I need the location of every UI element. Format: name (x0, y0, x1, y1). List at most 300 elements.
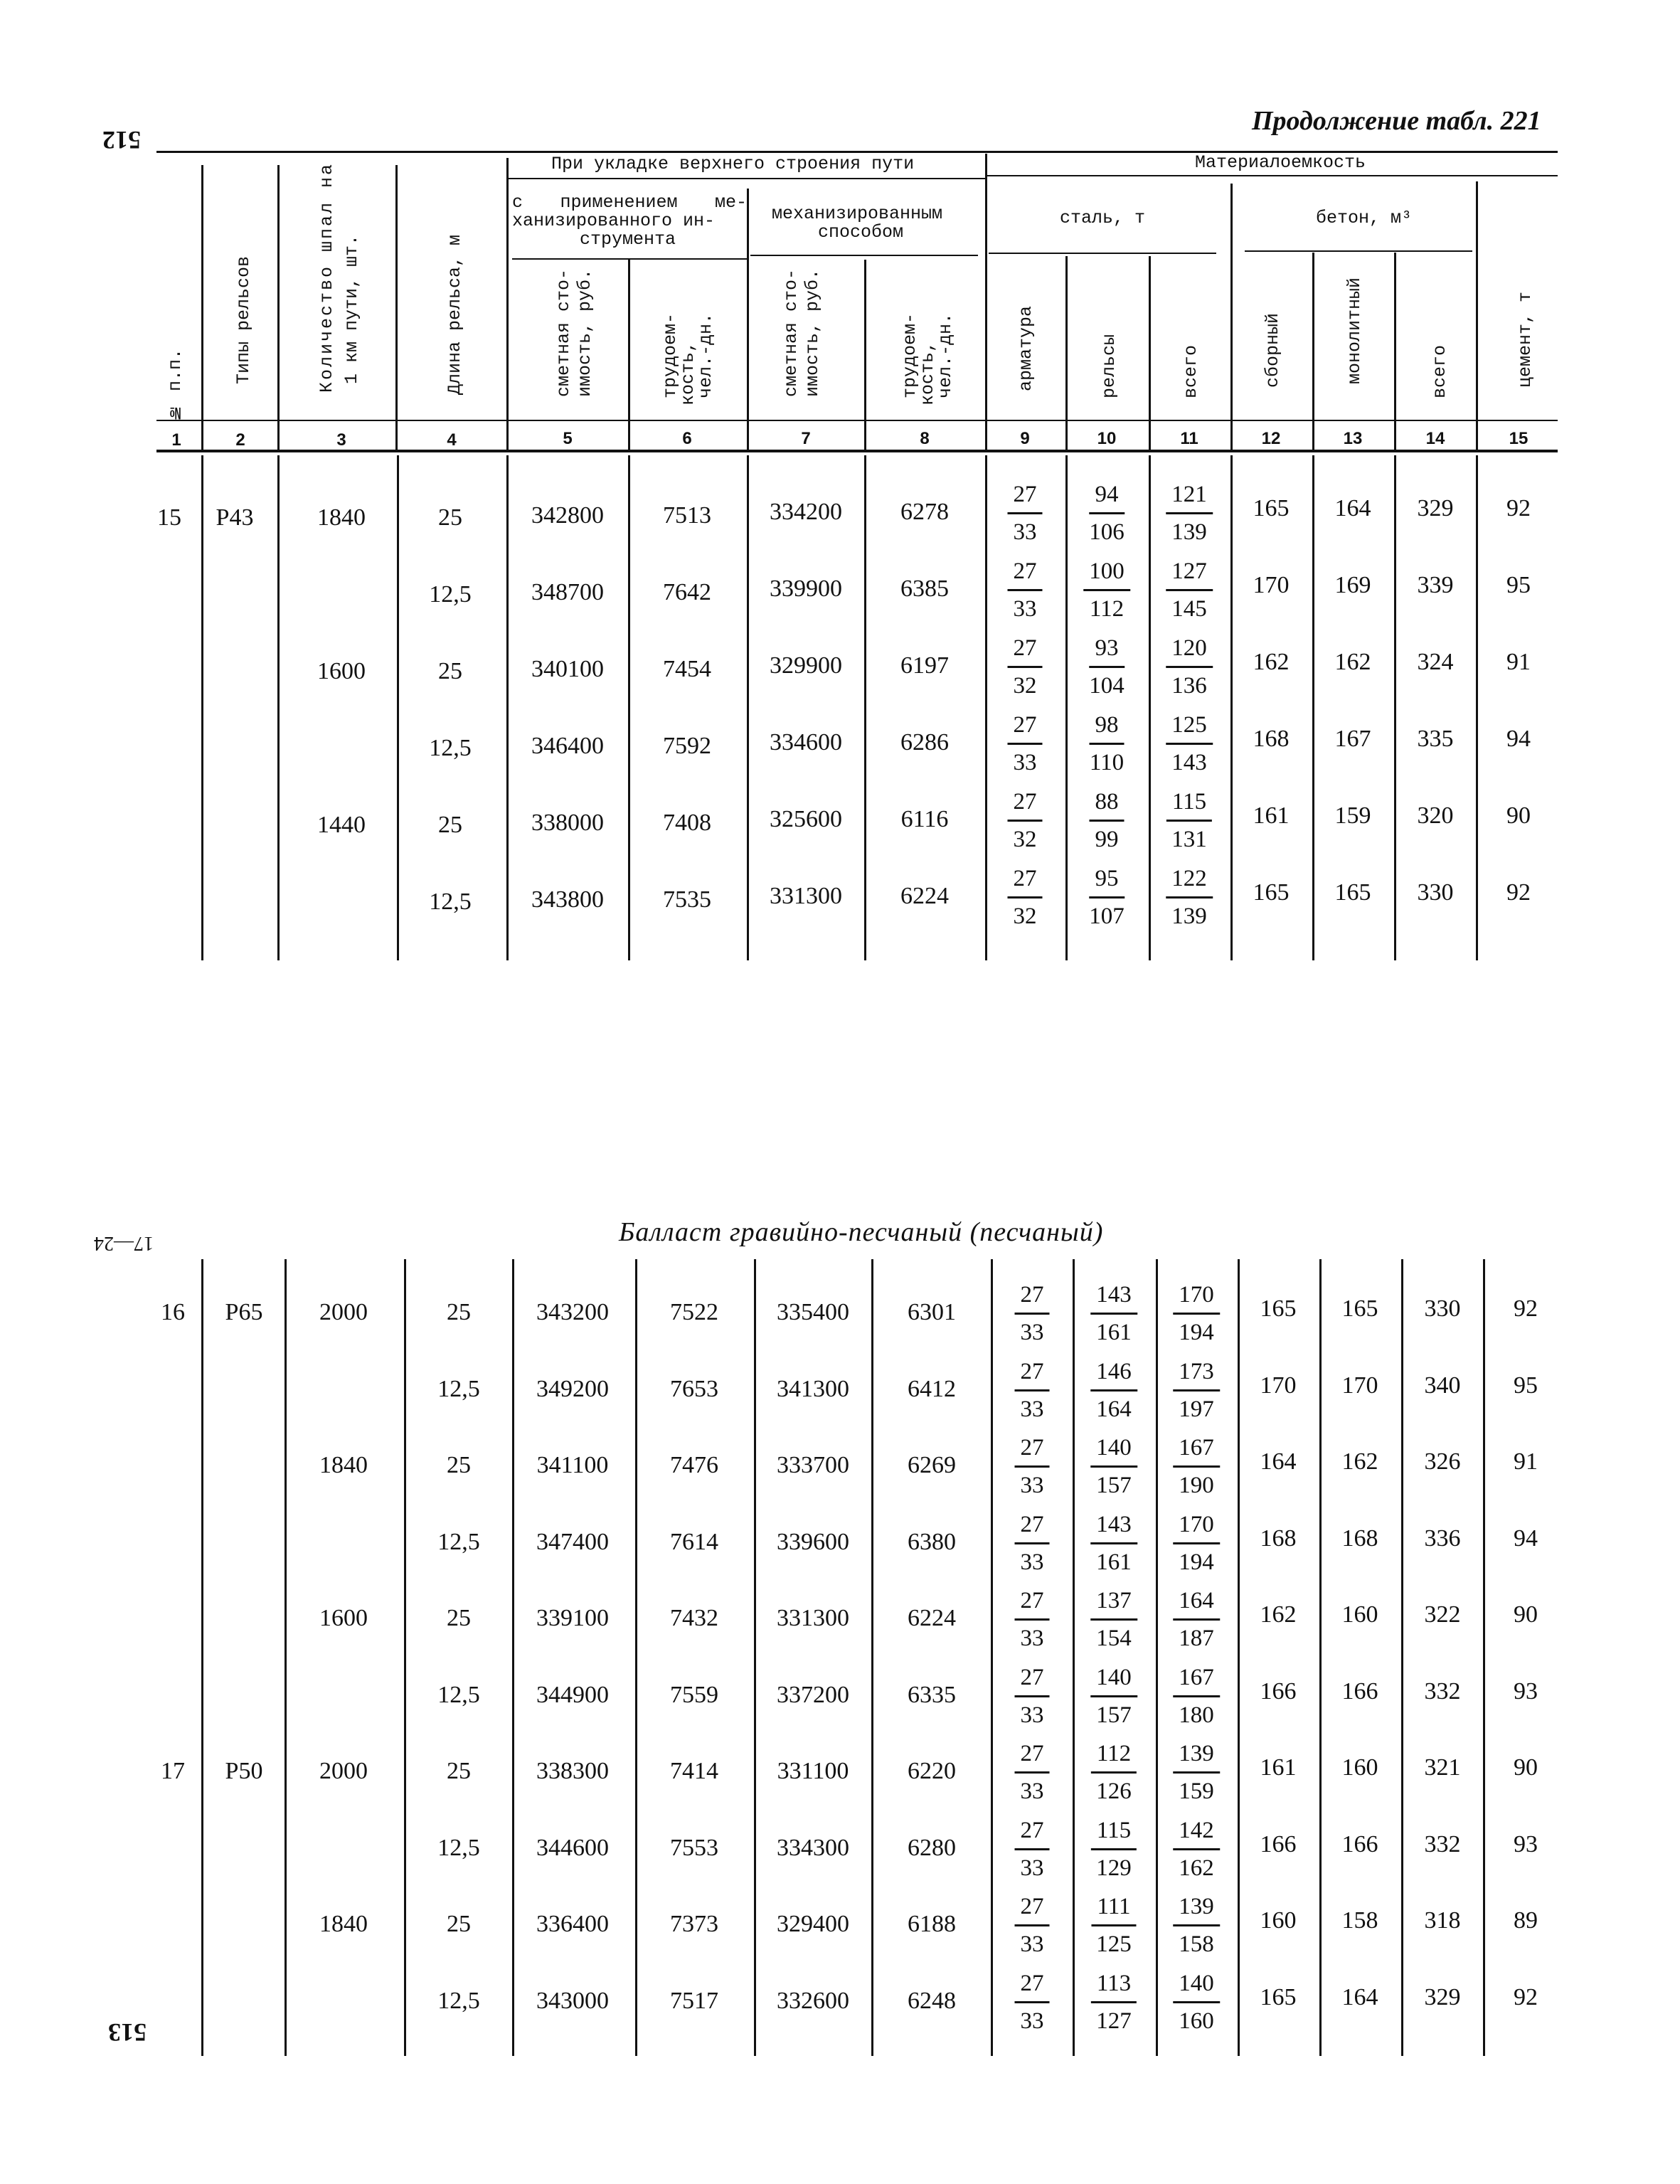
fraction-numerator: 27 (1015, 1966, 1050, 2003)
cell-len: 25 (438, 504, 462, 531)
cell-c15: 92 (1514, 1983, 1538, 2010)
cell-c7: 329900 (770, 652, 842, 679)
cell-sleepers: 2000 (319, 1758, 368, 1784)
cell-c7: 334600 (770, 729, 842, 756)
fraction-numerator: 95 (1089, 861, 1125, 898)
fraction-numerator: 27 (1008, 477, 1043, 514)
cell-c8: 6335 (908, 1681, 956, 1708)
col-number: 14 (1425, 429, 1445, 448)
fraction-numerator: 170 (1173, 1507, 1220, 1544)
cell-c5: 347400 (536, 1528, 609, 1555)
cell-c15: 90 (1506, 802, 1531, 829)
fraction-a (1015, 1583, 1050, 1656)
fraction-denominator: 104 (1089, 673, 1125, 699)
cell-sleepers: 1600 (319, 1605, 368, 1631)
fraction-a (1015, 1430, 1050, 1503)
cell-c15: 90 (1514, 1601, 1538, 1628)
cell-c12: 165 (1260, 1983, 1297, 2010)
fraction-r (1090, 784, 1125, 857)
col-number: 5 (563, 429, 573, 448)
cell-c8: 6197 (900, 652, 949, 679)
col-number: 11 (1180, 429, 1198, 448)
cell-len: 25 (447, 1299, 471, 1325)
cell-c12: 162 (1260, 1601, 1297, 1628)
cell-c6: 7642 (663, 579, 711, 605)
fraction-numerator: 122 (1166, 861, 1213, 898)
fraction-a (1008, 553, 1043, 627)
fraction-denominator: 157 (1096, 1702, 1132, 1728)
header-labor-6a: трудоем- (660, 313, 681, 399)
cell-c6: 7373 (670, 1911, 718, 1937)
cell-c6: 7592 (663, 733, 711, 759)
fraction-numerator: 170 (1173, 1277, 1220, 1315)
cell-c12: 162 (1253, 649, 1290, 675)
cell-c6: 7535 (663, 886, 711, 913)
fraction-denominator: 164 (1096, 1396, 1132, 1422)
fraction-denominator: 110 (1089, 750, 1125, 775)
cell-c14: 329 (1424, 1983, 1461, 2010)
header-steel: сталь, т (1060, 208, 1146, 228)
fraction-denominator: 33 (1020, 1702, 1044, 1728)
cell-c13: 164 (1341, 1983, 1378, 2010)
header-sub-manual-1: с применением ме- (512, 192, 747, 213)
fraction-t (1173, 1583, 1220, 1656)
fraction-numerator: 115 (1091, 1813, 1137, 1850)
cell-c14: 321 (1424, 1754, 1461, 1781)
fraction-numerator: 140 (1173, 1966, 1220, 2003)
fraction-a (1008, 861, 1043, 934)
fraction-denominator: 127 (1096, 2008, 1132, 2034)
cell-c7: 341300 (777, 1375, 849, 1402)
cell-len: 12,5 (437, 1528, 480, 1555)
fraction-numerator: 115 (1166, 784, 1212, 822)
fraction-denominator: 32 (1013, 827, 1037, 852)
cell-c15: 95 (1514, 1372, 1538, 1399)
fraction-numerator: 167 (1173, 1430, 1220, 1468)
fraction-denominator: 143 (1171, 750, 1207, 775)
fraction-denominator: 33 (1020, 1473, 1044, 1498)
cell-c15: 92 (1506, 495, 1531, 521)
fraction-t (1166, 477, 1213, 550)
cell-c7: 331300 (777, 1605, 849, 1631)
fraction-denominator: 129 (1096, 1855, 1132, 1881)
fraction-denominator: 159 (1179, 1779, 1214, 1804)
header-cost-5a: сметная сто- (553, 269, 574, 398)
fraction-denominator: 187 (1179, 1626, 1214, 1651)
fraction-denominator: 194 (1179, 1549, 1214, 1575)
cell-len: 25 (447, 1758, 471, 1784)
fraction-t (1173, 1736, 1220, 1809)
fraction-a (1015, 1889, 1050, 1962)
fraction-denominator: 33 (1020, 1779, 1044, 1804)
fraction-denominator: 154 (1096, 1626, 1132, 1651)
fraction-numerator: 140 (1090, 1660, 1137, 1697)
section-title: Балласт гравийно-песчаный (песчаный) (619, 1217, 1104, 1247)
col-number: 15 (1509, 429, 1529, 448)
fraction-numerator: 27 (1008, 861, 1043, 898)
cell-c14: 326 (1424, 1448, 1461, 1475)
cell-c7: 331100 (777, 1758, 849, 1784)
cell-c7: 337200 (777, 1681, 849, 1708)
cell-c12: 161 (1260, 1754, 1297, 1781)
header-labor-6b: кость, (678, 341, 698, 406)
cell-c8: 6269 (908, 1452, 956, 1478)
fraction-numerator: 93 (1089, 630, 1125, 668)
cell-c12: 168 (1253, 726, 1290, 752)
fraction-denominator: 136 (1171, 673, 1207, 699)
cell-c12: 165 (1253, 495, 1290, 521)
fraction-denominator: 32 (1013, 903, 1037, 929)
cell-c6: 7408 (663, 810, 711, 836)
col-number: 12 (1261, 429, 1281, 448)
fraction-numerator: 27 (1008, 707, 1043, 745)
col-number: 3 (336, 430, 346, 450)
col-number: 10 (1097, 429, 1117, 448)
header-concrete-total: всего (1430, 345, 1450, 399)
fraction-denominator: 33 (1020, 1626, 1044, 1651)
cell-type: Р50 (225, 1758, 263, 1784)
fraction-a (1015, 1813, 1050, 1886)
fraction-denominator: 160 (1179, 2008, 1214, 2034)
cell-c15: 93 (1514, 1830, 1538, 1857)
fraction-numerator: 27 (1008, 553, 1043, 591)
fraction-numerator: 27 (1015, 1813, 1050, 1850)
cell-c7: 339600 (777, 1528, 849, 1555)
fraction-denominator: 190 (1179, 1473, 1214, 1498)
cell-c5: 344600 (536, 1834, 609, 1861)
cell-len: 12,5 (437, 1375, 480, 1402)
cell-c13: 162 (1334, 649, 1371, 675)
cell-c7: 334300 (777, 1834, 849, 1861)
cell-c13: 167 (1334, 726, 1371, 752)
fraction-t (1173, 1507, 1220, 1580)
cell-c8: 6188 (908, 1911, 956, 1937)
fraction-t (1166, 784, 1212, 857)
cell-c14: 330 (1417, 879, 1454, 906)
cell-len: 25 (447, 1605, 471, 1631)
fraction-denominator: 106 (1089, 519, 1125, 545)
col-number: 2 (235, 430, 245, 450)
cell-c12: 166 (1260, 1830, 1297, 1857)
cell-c5: 338300 (536, 1758, 609, 1784)
fraction-denominator: 33 (1020, 1549, 1044, 1575)
cell-c15: 93 (1514, 1677, 1538, 1705)
cell-c5: 341100 (536, 1452, 609, 1478)
cell-no: 16 (161, 1299, 185, 1325)
fraction-denominator: 139 (1171, 519, 1207, 545)
cell-c8: 6220 (908, 1758, 956, 1784)
cell-no: 15 (157, 504, 181, 531)
cell-c12: 170 (1253, 572, 1290, 598)
cell-c7: 335400 (777, 1299, 849, 1325)
header-cost-7b: имость, руб. (802, 269, 823, 398)
fraction-numerator: 120 (1166, 630, 1213, 668)
fraction-denominator: 158 (1179, 1931, 1214, 1957)
header-cement: цемент, т (1515, 292, 1536, 388)
cell-c5: 339100 (536, 1605, 609, 1631)
fraction-a (1015, 1966, 1050, 2039)
fraction-numerator: 27 (1015, 1507, 1050, 1544)
cell-c13: 166 (1341, 1677, 1378, 1705)
fraction-denominator: 131 (1171, 827, 1207, 852)
fraction-a (1008, 477, 1043, 550)
fraction-denominator: 125 (1096, 1931, 1132, 1957)
cell-len: 25 (447, 1452, 471, 1478)
cell-c8: 6380 (908, 1528, 956, 1555)
fraction-t (1173, 1660, 1220, 1733)
header-labor-8a: трудоем- (900, 313, 920, 399)
fraction-denominator: 161 (1096, 1320, 1132, 1345)
cell-c6: 7476 (670, 1452, 718, 1478)
fraction-numerator: 27 (1015, 1430, 1050, 1468)
fraction-denominator: 161 (1096, 1549, 1132, 1575)
fraction-denominator: 33 (1020, 1320, 1044, 1345)
header-group-laying: При укладке верхнего строения пути (551, 154, 915, 174)
col-number: 7 (801, 429, 811, 448)
header-sleepers-1: Количество шпал на (317, 162, 337, 393)
fraction-t (1173, 1966, 1220, 2039)
fraction-numerator: 127 (1166, 553, 1213, 591)
header-labor-8c: чел.-дн. (935, 313, 956, 399)
fraction-numerator: 142 (1173, 1813, 1220, 1850)
cell-c15: 94 (1514, 1525, 1538, 1552)
fraction-a (1015, 1660, 1050, 1733)
cell-c6: 7517 (670, 1987, 718, 2014)
header-labor-8b: кость, (918, 341, 938, 406)
cell-c8: 6248 (908, 1987, 956, 2014)
cell-c12: 166 (1260, 1677, 1297, 1705)
fraction-numerator: 111 (1091, 1889, 1136, 1926)
fraction-numerator: 140 (1090, 1430, 1137, 1468)
fraction-a (1015, 1354, 1050, 1427)
cell-c14: 320 (1417, 802, 1454, 829)
cell-c12: 161 (1253, 802, 1290, 829)
cell-c6: 7454 (663, 656, 711, 682)
fraction-numerator: 139 (1173, 1736, 1220, 1774)
cell-c13: 160 (1341, 1754, 1378, 1781)
fraction-denominator: 32 (1013, 673, 1037, 699)
fraction-numerator: 125 (1166, 707, 1213, 745)
cell-c14: 339 (1417, 572, 1454, 598)
fraction-numerator: 164 (1173, 1583, 1220, 1621)
cell-c15: 89 (1514, 1907, 1538, 1934)
col-number: 8 (920, 429, 930, 448)
cell-c8: 6224 (908, 1605, 956, 1631)
col-number: 1 (171, 430, 181, 450)
cell-c14: 329 (1417, 495, 1454, 521)
fraction-numerator: 98 (1090, 707, 1125, 745)
fraction-denominator: 33 (1020, 1396, 1044, 1422)
cell-len: 12,5 (437, 1834, 480, 1861)
cell-c7: 339900 (770, 576, 842, 602)
cell-c13: 159 (1334, 802, 1371, 829)
header-steel-total: всего (1181, 345, 1201, 399)
fraction-denominator: 107 (1089, 903, 1125, 929)
cell-c5: 343000 (536, 1987, 609, 2014)
cell-c5: 348700 (531, 579, 604, 605)
fraction-a (1008, 707, 1043, 780)
cell-c7: 334200 (770, 499, 842, 525)
fraction-numerator: 27 (1008, 630, 1043, 668)
fraction-r (1091, 1889, 1136, 1962)
fraction-t (1173, 1354, 1220, 1427)
cell-c6: 7513 (663, 502, 711, 529)
cell-c6: 7653 (670, 1375, 718, 1402)
fraction-t (1166, 553, 1213, 627)
col-number: 9 (1020, 429, 1030, 448)
fraction-denominator: 112 (1089, 596, 1125, 622)
fraction-denominator: 162 (1179, 1855, 1214, 1881)
cell-c7: 331300 (770, 883, 842, 909)
fraction-numerator: 94 (1089, 477, 1125, 514)
cell-sleepers: 1440 (317, 812, 366, 838)
fraction-t (1166, 707, 1213, 780)
fraction-numerator: 27 (1015, 1354, 1050, 1391)
cell-c12: 168 (1260, 1525, 1297, 1552)
cell-c12: 165 (1260, 1295, 1297, 1322)
cell-c13: 160 (1341, 1601, 1378, 1628)
cell-c8: 6412 (908, 1375, 956, 1402)
fraction-r (1090, 1660, 1137, 1733)
cell-c6: 7553 (670, 1834, 718, 1861)
fraction-r (1091, 1736, 1137, 1809)
fraction-r (1090, 1430, 1137, 1503)
fraction-r (1090, 1354, 1137, 1427)
fraction-r (1089, 861, 1125, 934)
fraction-r (1090, 1277, 1137, 1350)
header-cost-7a: сметная сто- (781, 269, 802, 398)
fraction-r (1090, 1507, 1137, 1580)
fraction-a (1008, 630, 1043, 704)
fraction-numerator: 139 (1173, 1889, 1220, 1926)
col-number: 4 (447, 430, 457, 450)
cell-c14: 332 (1424, 1677, 1461, 1705)
fraction-r (1090, 1583, 1137, 1656)
col-number: 13 (1343, 429, 1363, 448)
fraction-denominator: 33 (1013, 750, 1037, 775)
fraction-t (1166, 861, 1213, 934)
header-precast: сборный (1262, 313, 1283, 388)
cell-c7: 332600 (777, 1987, 849, 2014)
cell-c8: 6286 (900, 729, 949, 756)
fraction-numerator: 100 (1083, 553, 1130, 591)
header-labor-6c: чел.-дн. (696, 313, 716, 399)
fraction-numerator: 88 (1090, 784, 1125, 822)
header-rail-type: Типы рельсов (233, 256, 254, 385)
cell-c15: 91 (1514, 1448, 1538, 1475)
fraction-numerator: 167 (1173, 1660, 1220, 1697)
cell-sleepers: 2000 (319, 1299, 368, 1325)
cell-c5: 343200 (536, 1299, 609, 1325)
cell-c13: 158 (1341, 1907, 1378, 1934)
cell-c14: 324 (1417, 649, 1454, 675)
fraction-a (1015, 1736, 1050, 1809)
cell-c8: 6280 (908, 1834, 956, 1861)
cell-c13: 165 (1341, 1295, 1378, 1322)
fraction-t (1173, 1889, 1220, 1962)
header-no: № п.п. (165, 349, 186, 423)
cell-type: Р43 (216, 504, 254, 531)
fraction-denominator: 33 (1020, 2008, 1044, 2034)
header-rebar: арматура (1016, 306, 1036, 392)
fraction-denominator: 194 (1179, 1320, 1214, 1345)
fraction-denominator: 126 (1096, 1779, 1132, 1804)
cell-c5: 336400 (536, 1911, 609, 1937)
cell-type: Р65 (225, 1299, 263, 1325)
header-rails: рельсы (1099, 334, 1120, 399)
fraction-numerator: 113 (1091, 1966, 1137, 2003)
cell-c6: 7614 (670, 1528, 718, 1555)
fraction-t (1173, 1430, 1220, 1503)
fraction-r (1089, 630, 1125, 704)
cell-c5: 346400 (531, 733, 604, 759)
cell-c15: 90 (1514, 1754, 1538, 1781)
cell-c13: 166 (1341, 1830, 1378, 1857)
fraction-r (1090, 707, 1125, 780)
cell-c14: 332 (1424, 1830, 1461, 1857)
header-sub-manual-3: струмента (580, 229, 676, 250)
cell-c15: 92 (1506, 879, 1531, 906)
header-sub-mech-2: способом (818, 222, 904, 243)
fraction-denominator: 180 (1179, 1702, 1214, 1728)
cell-sleepers: 1600 (317, 658, 366, 684)
cell-c14: 322 (1424, 1601, 1461, 1628)
cell-c15: 94 (1506, 726, 1531, 752)
fraction-denominator: 139 (1171, 903, 1207, 929)
cell-c12: 160 (1260, 1907, 1297, 1934)
cell-sleepers: 1840 (317, 504, 366, 531)
cell-no: 17 (161, 1758, 185, 1784)
fraction-numerator: 146 (1090, 1354, 1137, 1391)
cell-c5: 349200 (536, 1375, 609, 1402)
fraction-t (1173, 1813, 1220, 1886)
cell-c14: 318 (1424, 1907, 1461, 1934)
fraction-numerator: 27 (1015, 1889, 1050, 1926)
cell-c13: 162 (1341, 1448, 1378, 1475)
fraction-denominator: 33 (1020, 1855, 1044, 1881)
cell-c13: 169 (1334, 572, 1371, 598)
header-monolithic: монолитный (1344, 277, 1365, 385)
cell-sleepers: 1840 (319, 1911, 368, 1937)
cell-c7: 333700 (777, 1452, 849, 1478)
fraction-numerator: 27 (1008, 784, 1043, 822)
cell-c5: 344900 (536, 1681, 609, 1708)
cell-c15: 95 (1506, 572, 1531, 598)
header-concrete: бетон, м³ (1316, 208, 1413, 228)
cell-c5: 340100 (531, 656, 604, 682)
fraction-a (1015, 1507, 1050, 1580)
cell-c14: 330 (1424, 1295, 1461, 1322)
fraction-denominator: 33 (1020, 1931, 1044, 1957)
cell-sleepers: 1840 (319, 1452, 368, 1478)
fraction-denominator: 197 (1179, 1396, 1214, 1422)
fraction-denominator: 145 (1171, 596, 1207, 622)
fraction-r (1091, 1966, 1137, 2039)
fraction-a (1015, 1277, 1050, 1350)
fraction-numerator: 137 (1090, 1583, 1137, 1621)
cell-c12: 170 (1260, 1372, 1297, 1399)
cell-c13: 170 (1341, 1372, 1378, 1399)
cell-len: 12,5 (437, 1681, 480, 1708)
header-rail-length: Длина рельса, м (445, 235, 465, 396)
cell-c12: 165 (1253, 879, 1290, 906)
cell-len: 12,5 (429, 735, 472, 761)
fraction-a (1008, 784, 1043, 857)
cell-len: 25 (447, 1911, 471, 1937)
right-page-number: 513 (108, 2018, 147, 2047)
fraction-numerator: 27 (1015, 1660, 1050, 1697)
header-sub-mech-1: механизированным (772, 203, 943, 224)
